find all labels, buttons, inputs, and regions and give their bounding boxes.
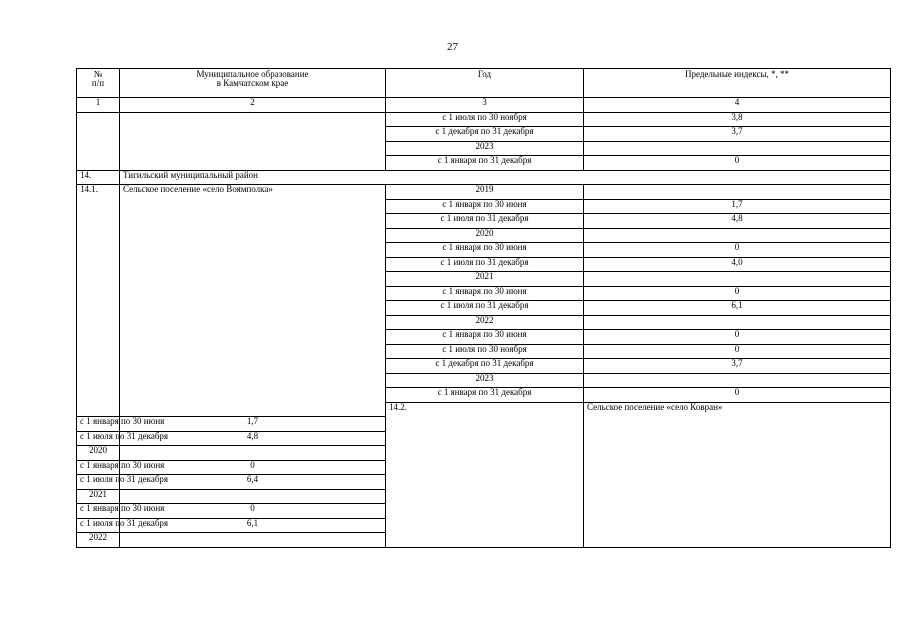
index-cell — [584, 185, 891, 200]
index-cell: 3,7 — [584, 359, 891, 374]
table-row — [77, 170, 891, 185]
index-cell: 3,8 — [584, 112, 891, 127]
index-cell: 0 — [120, 460, 386, 475]
period-cell: с 1 января по 30 июня — [77, 460, 120, 475]
period-cell: с 1 июля по 30 ноября — [386, 112, 584, 127]
period-cell: с 1 января по 30 июня — [386, 286, 584, 301]
period-cell: с 1 января по 30 июня — [77, 417, 120, 432]
period-cell: 2022 — [77, 533, 120, 548]
column-number: 2 — [120, 98, 386, 113]
period-cell: с 1 июля по 31 декабря — [386, 214, 584, 229]
index-cell: 6,4 — [120, 475, 386, 490]
index-cell — [584, 141, 891, 156]
column-number: 1 — [77, 98, 120, 113]
row-number: 14. — [77, 170, 120, 185]
row-number — [77, 112, 120, 170]
row-number: 14.2. — [386, 402, 584, 547]
indices-table — [76, 68, 891, 548]
municipality-name: Сельское поселение «село Ковран» — [584, 402, 891, 547]
header-municipality: Муниципальное образование в Камчатском крае — [120, 69, 386, 98]
period-cell: с 1 июля по 31 декабря — [77, 475, 120, 490]
period-cell: 2023 — [386, 141, 584, 156]
period-cell: с 1 декабря по 31 декабря — [386, 127, 584, 142]
period-cell: с 1 июля по 31 декабря — [77, 518, 120, 533]
period-cell: с 1 января по 31 декабря — [386, 388, 584, 403]
table-row — [77, 185, 891, 200]
district-name: Тигильский муниципальный район — [120, 170, 891, 185]
period-cell: с 1 декабря по 31 декабря — [386, 359, 584, 374]
index-cell — [584, 373, 891, 388]
index-cell: 0 — [584, 388, 891, 403]
period-cell: 2019 — [386, 185, 584, 200]
row-number: 14.1. — [77, 185, 120, 417]
municipality-name: Сельское поселение «село Воямполка» — [120, 185, 386, 417]
table-row — [77, 112, 891, 127]
column-number-row — [77, 98, 891, 113]
index-cell: 4,8 — [584, 214, 891, 229]
index-cell — [584, 228, 891, 243]
index-cell: 3,7 — [584, 127, 891, 142]
page-number: 27 — [447, 41, 458, 53]
period-cell: с 1 января по 31 декабря — [386, 156, 584, 171]
municipality-name — [120, 112, 386, 170]
period-cell: 2020 — [386, 228, 584, 243]
period-cell: 2021 — [386, 272, 584, 287]
period-cell: 2021 — [77, 489, 120, 504]
period-cell: с 1 июля по 31 декабря — [386, 257, 584, 272]
index-cell: 0 — [120, 504, 386, 519]
index-cell — [120, 489, 386, 504]
index-cell: 0 — [584, 156, 891, 171]
period-cell: с 1 июля по 30 ноября — [386, 344, 584, 359]
period-cell: с 1 января по 30 июня — [77, 504, 120, 519]
index-cell — [584, 315, 891, 330]
period-cell: 2020 — [77, 446, 120, 461]
index-cell — [584, 272, 891, 287]
header-row — [77, 69, 891, 98]
period-cell: с 1 июля по 31 декабря — [386, 301, 584, 316]
index-cell: 4,0 — [584, 257, 891, 272]
period-cell: с 1 июля по 31 декабря — [77, 431, 120, 446]
header-number: № п/п — [77, 69, 120, 98]
period-cell: 2023 — [386, 373, 584, 388]
index-cell — [120, 446, 386, 461]
column-number: 3 — [386, 98, 584, 113]
period-cell: с 1 января по 30 июня — [386, 199, 584, 214]
header-indices: Предельные индексы, *, ** — [584, 69, 891, 98]
index-cell: 6,1 — [584, 301, 891, 316]
index-cell: 0 — [584, 243, 891, 258]
index-cell: 1,7 — [120, 417, 386, 432]
index-cell: 6,1 — [120, 518, 386, 533]
column-number: 4 — [584, 98, 891, 113]
period-cell: 2022 — [386, 315, 584, 330]
index-cell: 0 — [584, 344, 891, 359]
header-year: Год — [386, 69, 584, 98]
index-cell: 1,7 — [584, 199, 891, 214]
index-cell: 0 — [584, 286, 891, 301]
period-cell: с 1 января по 30 июня — [386, 243, 584, 258]
index-cell: 0 — [584, 330, 891, 345]
index-cell — [120, 533, 386, 548]
index-cell: 4,8 — [120, 431, 386, 446]
period-cell: с 1 января по 30 июня — [386, 330, 584, 345]
